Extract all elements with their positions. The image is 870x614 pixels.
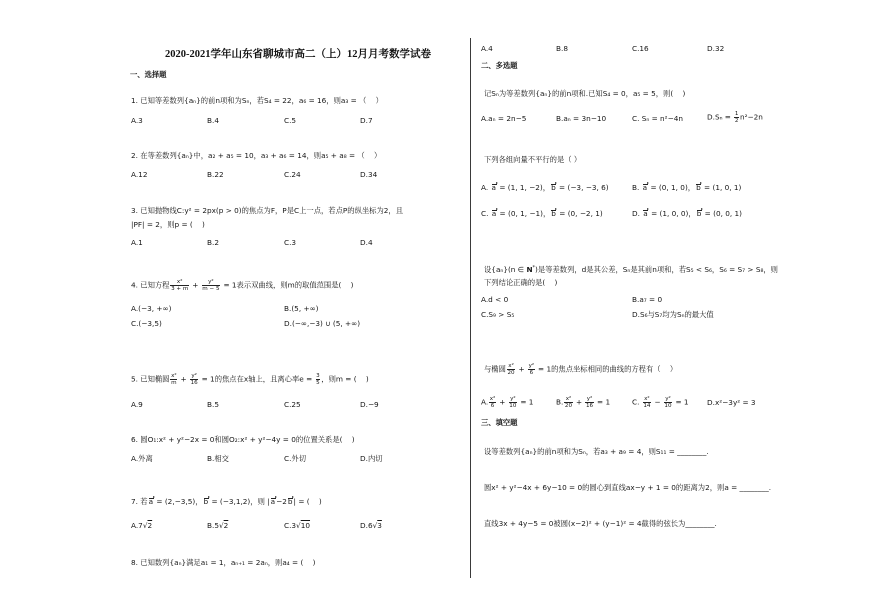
text-run: = 1的焦点在x轴上，且离心率e = [199, 374, 315, 384]
text-run: A.外离 [131, 454, 153, 463]
question-8-stem [131, 558, 315, 568]
text-run: + [516, 364, 527, 374]
text-run: 与椭圆 [484, 364, 506, 374]
multi-question-1-option-b [556, 114, 606, 124]
text-run: = (1, 0, 0)， [648, 209, 696, 218]
question-3-option-a [131, 238, 143, 248]
text-run: 下列各组向量不平行的是（ ） [484, 155, 582, 164]
text-run: 6. 圆O₁:x² + y²−2x = 0和圆O₂:x² + y²−4y = 0的位置关系是( ) [131, 435, 355, 444]
text-run: A.9 [131, 400, 143, 409]
fraction-numerator: 1 [734, 111, 739, 117]
question-4-option-a [131, 304, 171, 314]
fraction-numerator: x² [644, 396, 650, 402]
text-run: D.34 [360, 170, 378, 179]
question-1-stem [131, 96, 383, 106]
text-run: C. [632, 397, 642, 407]
text-run: A. [481, 183, 491, 192]
question-3-stem-line-1 [131, 206, 403, 216]
vector-symbol: a [642, 183, 648, 192]
fraction [489, 396, 496, 409]
text-run: B.2 [207, 238, 219, 247]
text-run: C. [481, 209, 491, 218]
fraction-denominator: 2 [734, 118, 739, 125]
text-run: D.Sₙ = [707, 112, 734, 122]
fraction-numerator: x² [489, 396, 496, 402]
fraction-denominator: 10 [664, 403, 672, 410]
text-run: A.(−3, +∞) [131, 304, 172, 313]
vector-symbol: a [491, 209, 497, 218]
number-set-symbol: N [526, 265, 533, 274]
radicand: 2 [223, 521, 229, 530]
question-6-option-a [131, 454, 153, 464]
question-8-option-a [481, 44, 493, 54]
multi-question-4-option-c [632, 396, 689, 409]
vector-symbol: a [270, 497, 276, 506]
text-run: = 1 [518, 397, 534, 407]
question-3-option-d [360, 238, 373, 248]
question-7-option-a [131, 521, 152, 531]
text-run: C.25 [284, 400, 301, 409]
text-run: C.3√ [284, 521, 301, 530]
multi-question-2-stem [484, 155, 581, 165]
text-run: 8. 已知数列{aₙ}满足a₁ = 1，aₙ₊₁ = 2aₙ，则a₄ = ( ) [131, 558, 316, 567]
text-run: A.1 [131, 238, 143, 247]
text-run: = (−3, −3, 6) [556, 183, 609, 192]
text-run: D.32 [707, 44, 725, 53]
vector-symbol: b [551, 183, 556, 192]
multi-question-1-option-d [707, 111, 763, 124]
question-6-option-d [360, 454, 383, 464]
question-4-option-b [284, 304, 319, 314]
text-run: | = ( ) [293, 497, 322, 506]
vector-symbol: b [203, 497, 209, 506]
question-5-option-c [284, 400, 301, 410]
vector-symbol: a [148, 497, 154, 506]
multi-question-3-option-b [632, 295, 662, 305]
fraction-numerator: 3 [316, 373, 320, 379]
text-run: = (0, −2, 1) [556, 209, 603, 218]
fraction [170, 373, 177, 386]
fraction [509, 396, 517, 409]
question-2-option-c [284, 170, 301, 180]
text-run: 4. 已知方程 [131, 280, 170, 290]
text-run: C.(−3,5) [131, 319, 162, 328]
multi-question-2-option-d [632, 209, 742, 219]
fraction [316, 373, 321, 386]
vector-symbol: b [696, 183, 701, 192]
question-5-option-d [360, 400, 379, 410]
text-run: = (−3,1,2)，则 | [209, 497, 270, 506]
text-run: n²−2n [739, 112, 763, 122]
multi-question-2-option-a [481, 183, 609, 193]
multi-question-3-option-d [632, 310, 714, 320]
text-run: B.4 [207, 116, 219, 125]
radicand: 2 [147, 521, 153, 530]
text-run: = 1 [594, 397, 611, 407]
question-8-option-c [632, 44, 649, 54]
fill-question-1 [484, 447, 709, 457]
text-run: = (1, 0, 1) [701, 183, 742, 192]
fraction-numerator: y² [528, 363, 535, 369]
question-2-option-a [131, 170, 147, 180]
text-run: |PF| = 2，则p = ( ) [131, 220, 205, 229]
question-5-option-b [207, 400, 219, 410]
text-run: 2. 在等差数列{aₙ}中，a₂ + a₅ = 10，a₃ + a₆ = 14，则a₅ + a₈ = （ ） [131, 151, 382, 160]
text-run: B.(5, +∞) [284, 304, 319, 313]
multi-question-2-option-c [481, 209, 603, 219]
multi-question-4-stem [484, 363, 677, 376]
text-run: + [178, 374, 189, 384]
fraction [190, 373, 198, 386]
multi-question-3-stem-line-2 [484, 278, 557, 288]
question-6-stem [131, 435, 355, 445]
text-run: D.7 [360, 116, 373, 125]
question-2-option-b [207, 170, 224, 180]
vector-symbol: a [491, 183, 496, 192]
fraction-denominator: 14 [643, 403, 651, 410]
text-run: 圆x² + y²−4x + 6y−10 = 0的圆心到直线ax−y + 1 = 0的距离为2，则a = ________. [484, 483, 772, 492]
text-run: D.(−∞,−3) ∪ (5, +∞) [284, 319, 361, 328]
multi-question-3-option-a [481, 295, 508, 305]
fraction [564, 396, 572, 409]
text-run: B.相交 [207, 454, 229, 463]
text-run: C.3 [284, 238, 297, 247]
question-7-option-c [284, 521, 310, 531]
question-8-option-d [707, 44, 724, 54]
question-4-option-d [284, 319, 360, 329]
text-run: = (0, 1, −1)， [497, 209, 551, 218]
fraction-denominator: 10 [509, 403, 517, 410]
text-run: B.22 [207, 170, 224, 179]
question-6-option-b [207, 454, 229, 464]
text-run: A.d < 0 [481, 295, 509, 304]
text-run: 设{aₙ}(n ∈ [484, 265, 527, 274]
fraction-denominator: m − 5 [202, 286, 220, 293]
fraction [643, 396, 651, 409]
question-5-option-a [131, 400, 143, 410]
fraction-denominator: 5 [316, 380, 320, 387]
text-run: 7. 若 [131, 497, 148, 506]
text-run: B.aₙ = 3n−10 [556, 114, 607, 123]
text-run: D.内切 [360, 454, 383, 463]
text-run: = (1, 1, −2)， [497, 183, 551, 192]
fraction-numerator: y² [202, 279, 220, 286]
text-run: D.S₆与S₇均为Sₙ的最大值 [632, 310, 714, 319]
text-run: = (2,−3,5)， [154, 497, 203, 506]
multi-question-1-option-c [632, 114, 683, 124]
text-run: 直线3x + 4y−5 = 0被圆(x−2)² + (y−1)² = 4截得的弦长为________. [484, 519, 717, 528]
text-run: C.S₉ > S₅ [481, 310, 515, 319]
text-run: − [652, 397, 663, 407]
text-run: A.3 [131, 116, 143, 125]
question-1-option-d [360, 116, 373, 126]
fraction-denominator: 16 [586, 403, 594, 410]
text-run: C.16 [632, 44, 649, 53]
section-heading-multiple-choice: 二、多选题 [481, 61, 518, 70]
multi-question-1-option-a [481, 114, 526, 124]
fraction [585, 396, 593, 409]
multi-question-3-stem-line-1 [484, 263, 778, 275]
text-run: B.a₇ = 0 [632, 295, 663, 304]
text-run: −2 [276, 497, 287, 506]
fraction-numerator: y² [665, 396, 671, 402]
fraction [734, 111, 739, 124]
text-run: D.x²−3y² = 3 [707, 398, 756, 407]
vector-symbol: b [696, 209, 702, 218]
text-run: 3. 已知抛物线C:y² = 2px(p > 0)的焦点为F，P是C上一点，若点P的纵坐标为2，且 [131, 206, 404, 215]
fraction [202, 279, 220, 292]
question-4-stem [131, 279, 353, 292]
fraction-denominator: 16 [190, 380, 198, 387]
question-5-stem [131, 373, 369, 386]
question-3-option-c [284, 238, 296, 248]
text-run: 下列结论正确的是( ) [484, 278, 558, 287]
section-heading-fill-in: 三、填空题 [481, 418, 518, 427]
fraction [528, 363, 535, 376]
multi-question-1-stem [484, 89, 685, 99]
text-run: C.24 [284, 170, 301, 179]
text-run: = 1的焦点坐标相同的曲线的方程有（ ） [535, 364, 678, 374]
question-7-option-b [207, 521, 228, 531]
multi-question-4-option-d [707, 398, 756, 408]
multi-question-4-option-a [481, 396, 533, 409]
text-run: + [189, 280, 201, 290]
fill-question-3 [484, 519, 717, 529]
radicand: 10 [300, 521, 311, 530]
text-run: = (0, 0, 1) [702, 209, 742, 218]
text-run: = (0, 1, 0)， [648, 183, 696, 192]
text-run: D.−9 [360, 400, 379, 409]
question-6-option-c [284, 454, 306, 464]
text-run: ，则m = ( ) [321, 374, 369, 384]
text-run: B. [556, 397, 564, 407]
fraction-denominator: 20 [507, 370, 515, 377]
text-run: = 1 [673, 397, 689, 407]
text-run: C. Sₙ = n²−4n [632, 114, 683, 123]
text-run: B.5√ [207, 521, 224, 530]
fraction-denominator: m [171, 380, 177, 387]
fraction-denominator: 6 [529, 370, 534, 377]
multi-question-4-option-b [556, 396, 610, 409]
text-run: D.4 [360, 238, 373, 247]
fraction-numerator: x² [170, 279, 188, 286]
text-run: A.aₙ = 2n−5 [481, 114, 527, 123]
question-7-stem [131, 497, 322, 507]
text-run: D.6√ [360, 521, 378, 530]
text-run: C.5 [284, 116, 297, 125]
text-run: D. [632, 209, 643, 218]
fraction [170, 279, 188, 292]
vector-symbol: a [643, 209, 648, 218]
text-run: A.7√ [131, 521, 148, 530]
multi-question-3-option-c [481, 310, 514, 320]
question-2-option-d [360, 170, 377, 180]
radicand: 3 [377, 521, 382, 530]
fill-question-2 [484, 483, 771, 493]
fraction-denominator: 6 [490, 403, 495, 410]
question-8-option-b [556, 44, 568, 54]
superscript: * [532, 265, 536, 271]
page-title: 2020-2021学年山东省聊城市高二（上）12月月考数学试卷 [165, 49, 431, 60]
text-run: = 1表示双曲线，则m的取值范围是( ) [221, 280, 354, 290]
question-1-option-c [284, 116, 296, 126]
fraction [507, 363, 515, 376]
fraction-numerator: y² [191, 373, 197, 379]
text-run: 1. 已知等差数列{aₙ}的前n项和为Sₙ，若S₄ = 22，a₆ = 16，则a₃ = （ ） [131, 96, 383, 105]
question-2-stem [131, 151, 381, 161]
text-run: A.4 [481, 44, 493, 53]
fraction-denominator: 20 [564, 403, 573, 410]
fraction-numerator: x² [171, 373, 177, 379]
text-run: 5. 已知椭圆 [131, 374, 170, 384]
text-run: B. [632, 183, 642, 192]
text-run: B.5 [207, 400, 219, 409]
question-4-option-c [131, 319, 162, 329]
section-heading-single-choice: 一、选择题 [130, 70, 167, 79]
vector-symbol: b [287, 497, 293, 506]
column-divider [470, 38, 471, 578]
vector-symbol: b [551, 209, 556, 218]
question-1-option-a [131, 116, 143, 126]
text-run: + [496, 397, 508, 407]
text-run: A. [481, 397, 489, 407]
question-1-option-b [207, 116, 219, 126]
fraction-numerator: x² [508, 363, 514, 369]
text-run: 记Sₙ为等差数列{aₙ}的前n项和.已知S₄ = 0，a₅ = 5，则( ) [484, 89, 686, 98]
text-run: 设等差数列{aₙ}的前n项和为Sₙ，若a₃ + a₉ = 4，则S₁₁ = ________. [484, 447, 709, 456]
fraction-denominator: 3 + m [171, 286, 189, 293]
question-7-option-d [360, 521, 382, 531]
text-run: B.8 [556, 44, 568, 53]
text-run: A.12 [131, 170, 148, 179]
text-run: )是等差数列，d是其公差，Sₙ是其前n项和，若S₅ < S₆，S₆ = S₇ > S₈，则 [535, 265, 778, 274]
fraction-numerator: x² [565, 396, 572, 402]
text-run: + [573, 397, 585, 407]
fraction [664, 396, 672, 409]
text-run: C.外切 [284, 454, 307, 463]
question-3-option-b [207, 238, 219, 248]
multi-question-2-option-b [632, 183, 741, 193]
fraction-numerator: y² [510, 396, 516, 402]
fraction-numerator: y² [586, 396, 593, 402]
question-3-stem-line-2 [131, 220, 205, 230]
